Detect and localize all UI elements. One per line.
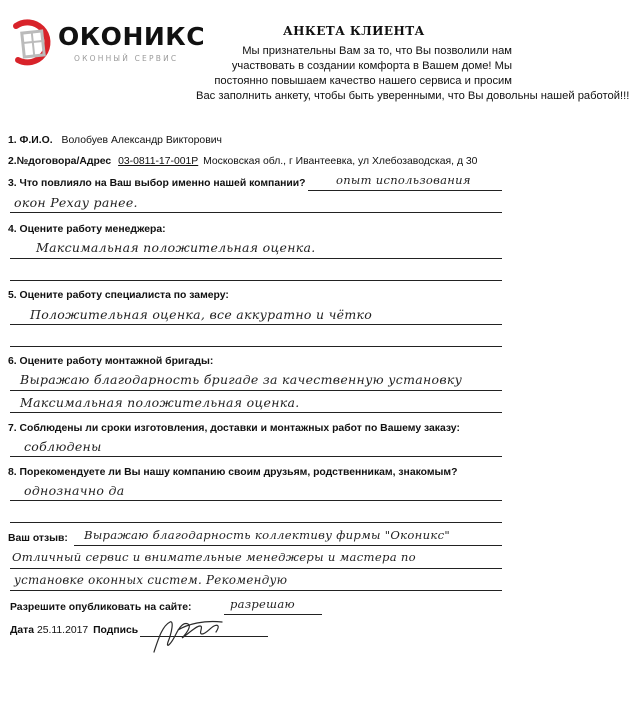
date-label: Дата (10, 625, 35, 636)
publish-answer: разрешаю (230, 597, 295, 611)
question-8-label: 8. Порекомендуете ли Вы нашу компанию своим друзьям, родственникам, знакомым? (8, 467, 458, 478)
answer-line (10, 324, 502, 325)
answer-line (10, 590, 502, 591)
question-7-label: 7. Соблюдены ли сроки изготовления, доставки и монтажных работ по Вашему заказу: (8, 423, 460, 434)
handwritten-answer: соблюдены (24, 439, 102, 454)
company-logo (8, 12, 206, 72)
date-value: 25.11.2017 (36, 625, 89, 636)
review-line: установке оконных систем. Рекомендую (14, 573, 288, 587)
fio-value: Волобуев Александр Викторович (61, 135, 222, 146)
answer-line (10, 522, 502, 523)
handwritten-answer: окон Рехау ранее. (14, 195, 138, 210)
intro-line: Мы признательны Вам за то, что Вы позволили нам (242, 45, 512, 57)
answer-line (10, 212, 502, 213)
logo-wordmark: ОКОНИКС (58, 22, 206, 51)
answer-line (10, 390, 502, 391)
intro-text (196, 44, 629, 104)
question-1 (8, 135, 222, 146)
handwritten-answer: опыт использования (336, 173, 471, 187)
handwritten-answer: Максимальная положительная оценка. (36, 240, 316, 255)
publish-label: Разрешите опубликовать на сайте: (10, 602, 192, 613)
question-2-label: 2.№договора/Адрес (8, 156, 112, 167)
answer-line (74, 545, 502, 546)
logo-subtitle: ОКОННЫЙ СЕРВИС (74, 54, 179, 63)
answer-line (10, 280, 502, 281)
form-title: АНКЕТА КЛИЕНТА (283, 24, 425, 38)
question-1-label: 1. Ф.И.О. (8, 135, 53, 146)
question-3-label: 3. Что повлияло на Ваш выбор именно нашей компании? (8, 178, 306, 189)
answer-line (308, 190, 502, 191)
intro-line: постоянно повышаем качество нашего сервиса и просим (214, 75, 512, 87)
intro-line: Вас заполнить анкету, чтобы быть уверенными, что Вы довольны нашей работой!!! (196, 90, 629, 102)
handwritten-answer: Максимальная положительная оценка. (20, 395, 300, 410)
answer-line (10, 412, 502, 413)
review-line: Выражаю благодарность коллективу фирмы "Оконикс" (84, 528, 451, 542)
review-line: Отличный сервис и внимательные менеджеры и мастера по (12, 550, 416, 564)
answer-line (10, 346, 502, 347)
question-6-label: 6. Оцените работу монтажной бригады: (8, 356, 214, 367)
question-2 (8, 156, 477, 167)
date-row (10, 625, 138, 636)
address-value: Московская обл., г Ивантеевка, ул Хлебозаводская, д 30 (203, 156, 478, 167)
contract-number: 03-0811-17-001Р (118, 156, 199, 167)
answer-line (10, 258, 502, 259)
handwritten-answer: однозначно да (24, 483, 125, 498)
answer-line (10, 568, 502, 569)
answer-line (224, 614, 322, 615)
logo-window-icon (8, 18, 60, 70)
intro-line: участвовать в создании комфорта в Вашем доме! Мы (231, 60, 512, 72)
handwritten-answer: Выражаю благодарность бригаде за качественную установку (20, 372, 463, 387)
question-5-label: 5. Оцените работу специалиста по замеру: (8, 290, 229, 301)
question-4-label: 4. Оцените работу менеджера: (8, 224, 166, 235)
handwritten-answer: Положительная оценка, все аккуратно и чётко (30, 307, 373, 322)
handwritten-signature (148, 612, 228, 658)
signature-label: Подпись (93, 625, 139, 636)
review-label: Ваш отзыв: (8, 533, 68, 544)
answer-line (10, 456, 502, 457)
answer-line (10, 500, 502, 501)
